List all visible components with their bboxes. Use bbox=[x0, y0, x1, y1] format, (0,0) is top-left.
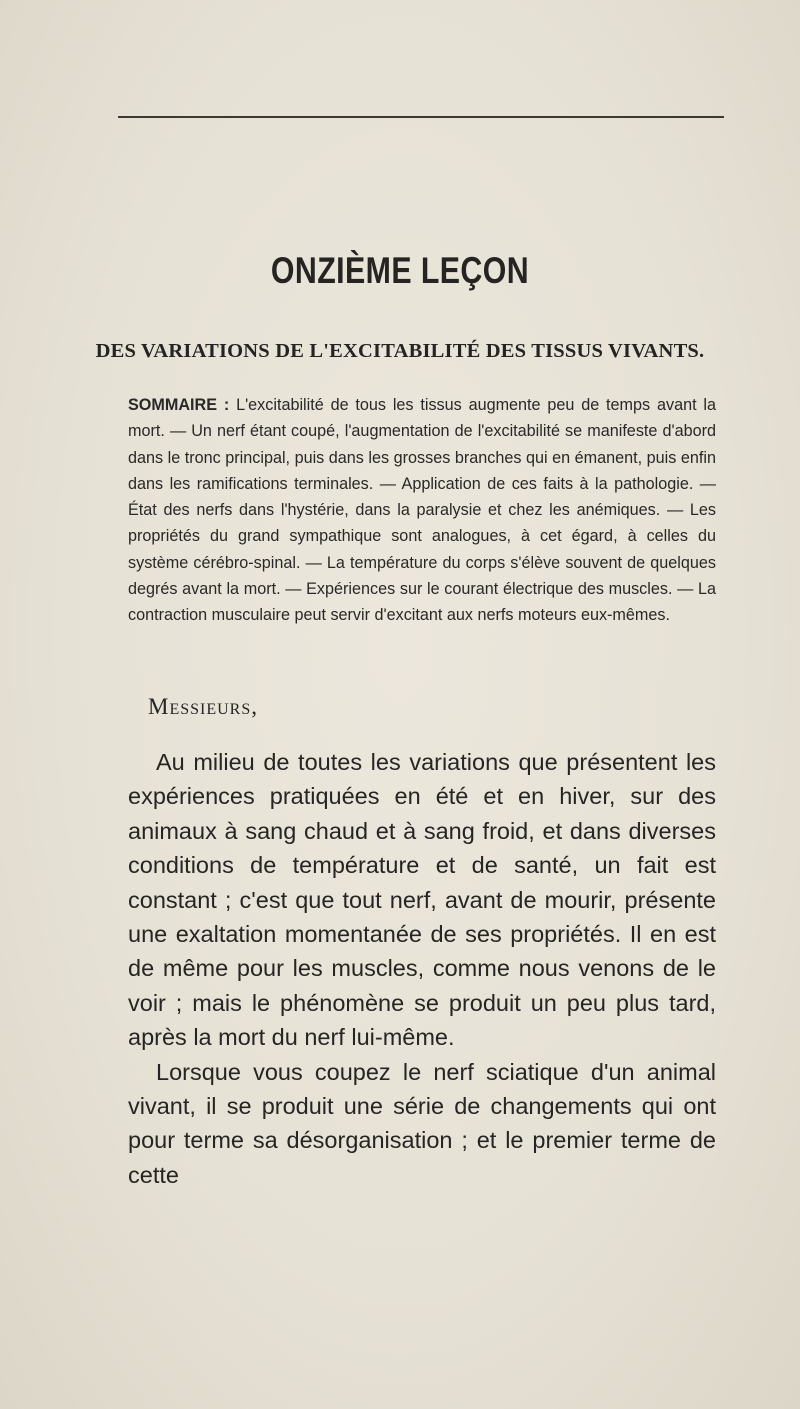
summary-label: SOMMAIRE : bbox=[128, 396, 230, 414]
body-text bbox=[128, 745, 716, 1192]
paragraph: Au milieu de toutes les variations que présentent les expériences pratiquées en été et en hiver, sur des animaux à sang chaud et à sang froid, et dans diverses conditions de température et de santé, un fait est constant ; c'est que tout nerf, avant de mourir, présente une exaltation momentanée de ses propriétés. Il en est de même pour les muscles, comme nous venons de le voir ; mais le phénomène se produit un peu plus tard, après la mort du nerf lui-même. bbox=[128, 749, 716, 1051]
summary-block bbox=[128, 392, 716, 629]
salutation: Messieurs, bbox=[148, 694, 258, 719]
chapter-title: ONZIÈME LEÇON bbox=[270, 250, 530, 291]
paragraph: Lorsque vous coupez le nerf sciatique d'un animal vivant, il se produit une série de changements qui ont pour terme sa désorganisation ; et le premier terme de cette bbox=[128, 1058, 716, 1188]
lesson-heading: DES VARIATIONS DE L'EXCITABILITÉ DES TISSUS VIVANTS. bbox=[95, 340, 705, 362]
summary-text: L'excitabilité de tous les tissus augmente peu de temps avant la mort. — Un nerf étant coupé, l'augmentation de l'excitabilité se manifeste d'abord dans le tronc principal, puis dans les grosses branches qui en émanent, puis enfin dans les ramifications terminales. — Application de ces faits à la pathologie. — État des nerfs dans l'hystérie, dans la paralysie et chez les anémiques. — Les propriétés du grand sympathique sont analogues, à cet égard, à celles du système cérébro-spinal. — La température du corps s'élève souvent de quelques degrés avant la mort. — Expériences sur le courant électrique des muscles. — La contraction musculaire peut servir d'excitant aux nerfs moteurs eux-mêmes. bbox=[128, 396, 716, 625]
header-rule bbox=[118, 116, 724, 118]
